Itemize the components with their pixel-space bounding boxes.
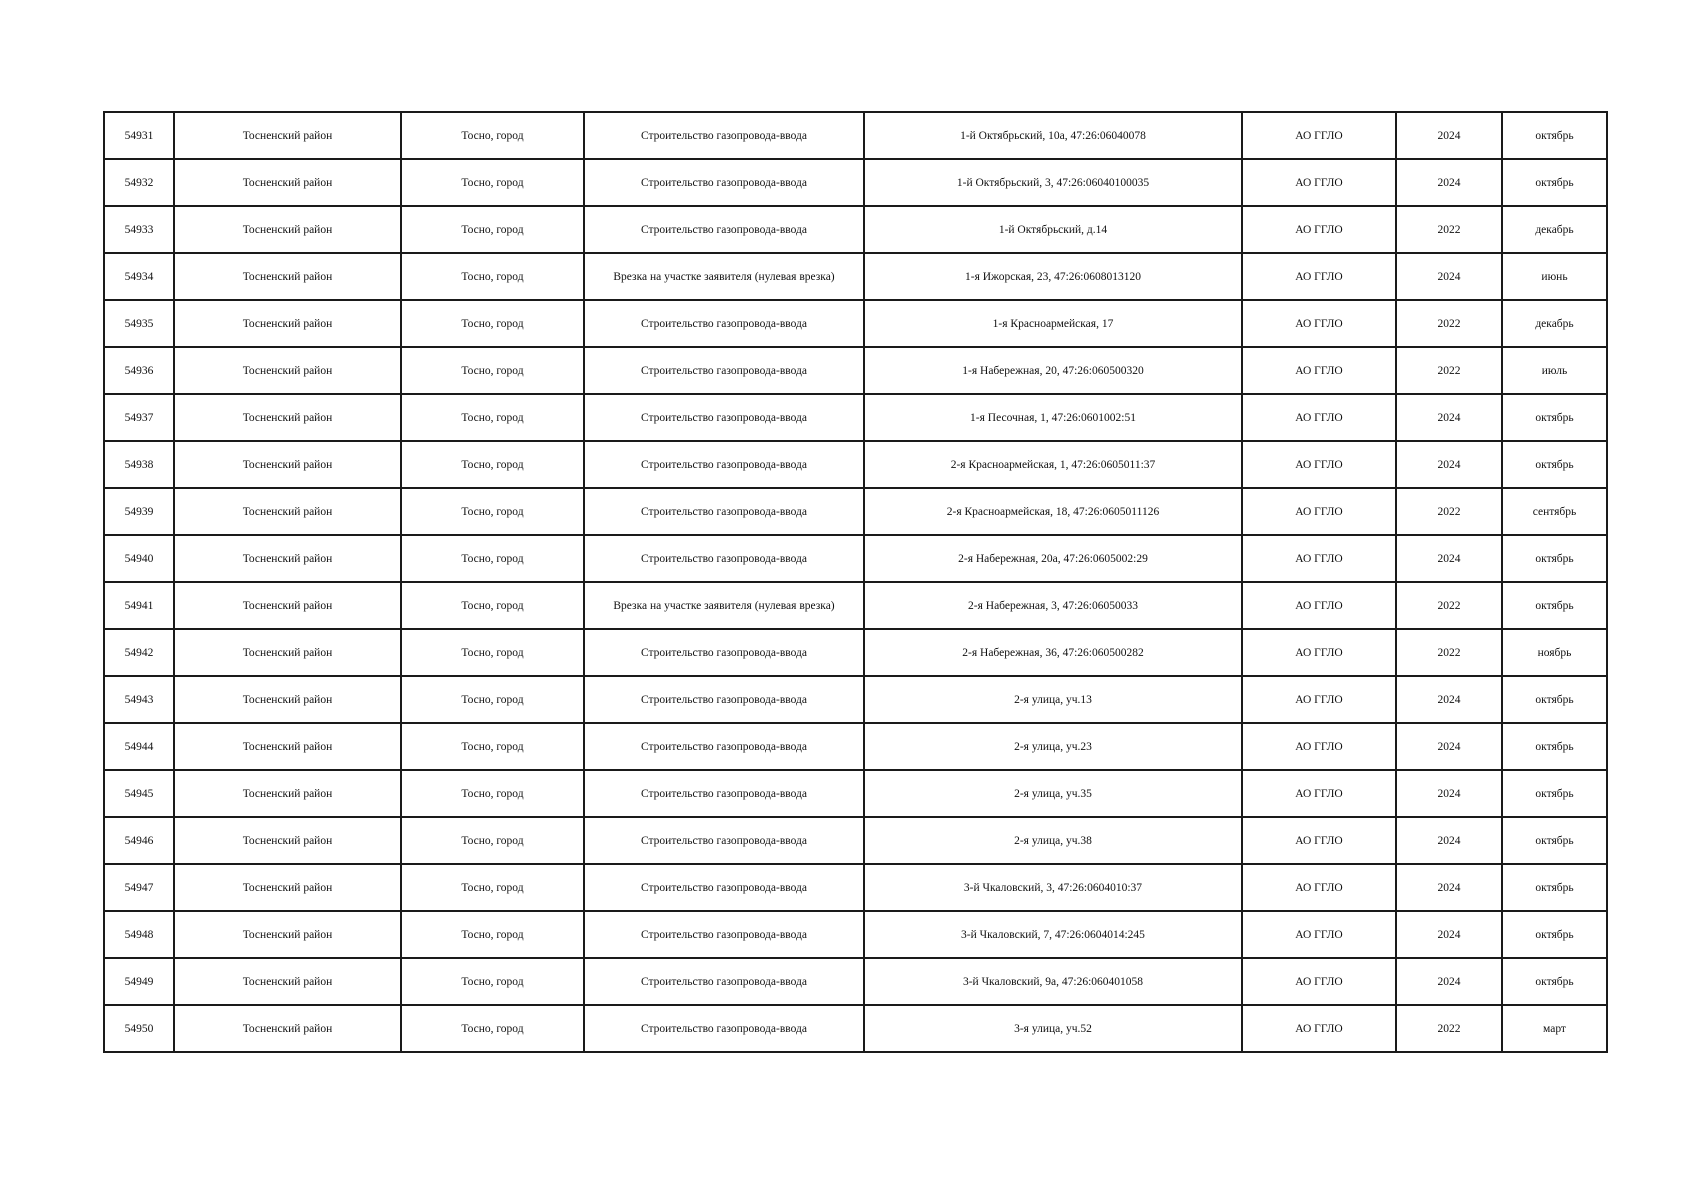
cell-address: 2-я Красноармейская, 1, 47:26:0605011:37 (864, 441, 1242, 488)
cell-id: 54933 (104, 206, 174, 253)
cell-district: Тосненский район (174, 770, 401, 817)
table-row (104, 629, 1607, 676)
cell-year: 2024 (1396, 770, 1502, 817)
cell-organization: АО ГГЛО (1242, 441, 1396, 488)
cell-work-type: Строительство газопровода-ввода (584, 676, 864, 723)
cell-work-type: Строительство газопровода-ввода (584, 347, 864, 394)
cell-city: Тосно, город (401, 629, 584, 676)
cell-year: 2022 (1396, 300, 1502, 347)
cell-work-type: Строительство газопровода-ввода (584, 817, 864, 864)
cell-year: 2022 (1396, 206, 1502, 253)
cell-district: Тосненский район (174, 535, 401, 582)
table-row (104, 441, 1607, 488)
cell-year: 2024 (1396, 958, 1502, 1005)
cell-district: Тосненский район (174, 394, 401, 441)
cell-month: декабрь (1502, 300, 1607, 347)
cell-organization: АО ГГЛО (1242, 911, 1396, 958)
cell-district: Тосненский район (174, 206, 401, 253)
table-row (104, 1005, 1607, 1052)
cell-id: 54939 (104, 488, 174, 535)
table-row (104, 864, 1607, 911)
cell-year: 2022 (1396, 582, 1502, 629)
cell-work-type: Строительство газопровода-ввода (584, 112, 864, 159)
cell-city: Тосно, город (401, 488, 584, 535)
cell-organization: АО ГГЛО (1242, 629, 1396, 676)
cell-city: Тосно, город (401, 723, 584, 770)
cell-year: 2024 (1396, 441, 1502, 488)
cell-organization: АО ГГЛО (1242, 770, 1396, 817)
cell-district: Тосненский район (174, 300, 401, 347)
cell-city: Тосно, город (401, 864, 584, 911)
cell-address: 2-я улица, уч.35 (864, 770, 1242, 817)
cell-id: 54936 (104, 347, 174, 394)
cell-organization: АО ГГЛО (1242, 300, 1396, 347)
cell-work-type: Строительство газопровода-ввода (584, 864, 864, 911)
cell-organization: АО ГГЛО (1242, 159, 1396, 206)
cell-organization: АО ГГЛО (1242, 253, 1396, 300)
cell-address: 1-й Октябрьский, 10а, 47:26:06040078 (864, 112, 1242, 159)
cell-month: июнь (1502, 253, 1607, 300)
cell-organization: АО ГГЛО (1242, 112, 1396, 159)
cell-address: 2-я улица, уч.38 (864, 817, 1242, 864)
cell-address: 2-я Набережная, 3, 47:26:06050033 (864, 582, 1242, 629)
table-body (104, 112, 1607, 1052)
cell-address: 1-я Набережная, 20, 47:26:060500320 (864, 347, 1242, 394)
cell-district: Тосненский район (174, 864, 401, 911)
cell-id: 54935 (104, 300, 174, 347)
cell-id: 54947 (104, 864, 174, 911)
cell-month: октябрь (1502, 394, 1607, 441)
cell-address: 1-я Песочная, 1, 47:26:0601002:51 (864, 394, 1242, 441)
cell-id: 54931 (104, 112, 174, 159)
cell-work-type: Строительство газопровода-ввода (584, 300, 864, 347)
cell-address: 3-я улица, уч.52 (864, 1005, 1242, 1052)
cell-district: Тосненский район (174, 1005, 401, 1052)
cell-work-type: Строительство газопровода-ввода (584, 911, 864, 958)
cell-year: 2024 (1396, 723, 1502, 770)
cell-month: октябрь (1502, 535, 1607, 582)
cell-city: Тосно, город (401, 770, 584, 817)
cell-month: ноябрь (1502, 629, 1607, 676)
cell-work-type: Строительство газопровода-ввода (584, 958, 864, 1005)
cell-work-type: Строительство газопровода-ввода (584, 723, 864, 770)
cell-address: 1-я Красноармейская, 17 (864, 300, 1242, 347)
cell-month: октябрь (1502, 864, 1607, 911)
cell-city: Тосно, город (401, 394, 584, 441)
cell-id: 54950 (104, 1005, 174, 1052)
cell-work-type: Строительство газопровода-ввода (584, 488, 864, 535)
cell-month: октябрь (1502, 676, 1607, 723)
cell-organization: АО ГГЛО (1242, 394, 1396, 441)
cell-address: 2-я Красноармейская, 18, 47:26:0605011126 (864, 488, 1242, 535)
cell-id: 54932 (104, 159, 174, 206)
cell-city: Тосно, город (401, 676, 584, 723)
cell-month: октябрь (1502, 770, 1607, 817)
cell-organization: АО ГГЛО (1242, 817, 1396, 864)
cell-address: 2-я улица, уч.13 (864, 676, 1242, 723)
cell-id: 54937 (104, 394, 174, 441)
table-row (104, 676, 1607, 723)
cell-city: Тосно, город (401, 958, 584, 1005)
cell-work-type: Врезка на участке заявителя (нулевая врезка) (584, 582, 864, 629)
cell-organization: АО ГГЛО (1242, 347, 1396, 394)
cell-month: сентябрь (1502, 488, 1607, 535)
cell-id: 54940 (104, 535, 174, 582)
cell-year: 2024 (1396, 112, 1502, 159)
cell-year: 2024 (1396, 817, 1502, 864)
cell-organization: АО ГГЛО (1242, 676, 1396, 723)
cell-city: Тосно, город (401, 206, 584, 253)
table-row (104, 253, 1607, 300)
cell-year: 2022 (1396, 629, 1502, 676)
cell-id: 54938 (104, 441, 174, 488)
cell-district: Тосненский район (174, 676, 401, 723)
cell-address: 2-я Набережная, 36, 47:26:060500282 (864, 629, 1242, 676)
table-row (104, 958, 1607, 1005)
cell-city: Тосно, город (401, 159, 584, 206)
cell-district: Тосненский район (174, 629, 401, 676)
cell-city: Тосно, город (401, 112, 584, 159)
cell-work-type: Строительство газопровода-ввода (584, 535, 864, 582)
cell-year: 2024 (1396, 253, 1502, 300)
cell-work-type: Строительство газопровода-ввода (584, 770, 864, 817)
table-row (104, 112, 1607, 159)
table-row (104, 488, 1607, 535)
cell-city: Тосно, город (401, 535, 584, 582)
cell-city: Тосно, город (401, 1005, 584, 1052)
cell-year: 2022 (1396, 1005, 1502, 1052)
cell-address: 2-я Набережная, 20а, 47:26:0605002:29 (864, 535, 1242, 582)
cell-year: 2024 (1396, 535, 1502, 582)
cell-id: 54934 (104, 253, 174, 300)
cell-month: октябрь (1502, 911, 1607, 958)
table-row (104, 817, 1607, 864)
cell-id: 54941 (104, 582, 174, 629)
cell-district: Тосненский район (174, 112, 401, 159)
table-row (104, 535, 1607, 582)
cell-city: Тосно, город (401, 347, 584, 394)
cell-organization: АО ГГЛО (1242, 864, 1396, 911)
gasification-registry-table (103, 111, 1608, 1053)
cell-organization: АО ГГЛО (1242, 723, 1396, 770)
cell-district: Тосненский район (174, 911, 401, 958)
cell-month: октябрь (1502, 441, 1607, 488)
cell-organization: АО ГГЛО (1242, 1005, 1396, 1052)
cell-address: 1-й Октябрьский, д.14 (864, 206, 1242, 253)
cell-address: 1-я Ижорская, 23, 47:26:0608013120 (864, 253, 1242, 300)
cell-work-type: Строительство газопровода-ввода (584, 206, 864, 253)
table-row (104, 723, 1607, 770)
cell-district: Тосненский район (174, 441, 401, 488)
cell-organization: АО ГГЛО (1242, 206, 1396, 253)
cell-work-type: Строительство газопровода-ввода (584, 394, 864, 441)
table-row (104, 300, 1607, 347)
cell-organization: АО ГГЛО (1242, 958, 1396, 1005)
cell-month: декабрь (1502, 206, 1607, 253)
cell-month: октябрь (1502, 723, 1607, 770)
cell-address: 3-й Чкаловский, 7, 47:26:0604014:245 (864, 911, 1242, 958)
cell-month: октябрь (1502, 112, 1607, 159)
cell-month: октябрь (1502, 582, 1607, 629)
table-row (104, 911, 1607, 958)
cell-month: октябрь (1502, 817, 1607, 864)
table-row (104, 347, 1607, 394)
cell-id: 54944 (104, 723, 174, 770)
cell-district: Тосненский район (174, 347, 401, 394)
cell-district: Тосненский район (174, 958, 401, 1005)
cell-district: Тосненский район (174, 723, 401, 770)
cell-month: июль (1502, 347, 1607, 394)
cell-address: 2-я улица, уч.23 (864, 723, 1242, 770)
cell-city: Тосно, город (401, 582, 584, 629)
cell-district: Тосненский район (174, 159, 401, 206)
cell-city: Тосно, город (401, 300, 584, 347)
cell-address: 1-й Октябрьский, 3, 47:26:06040100035 (864, 159, 1242, 206)
cell-year: 2024 (1396, 911, 1502, 958)
cell-id: 54946 (104, 817, 174, 864)
cell-year: 2024 (1396, 676, 1502, 723)
table-row (104, 770, 1607, 817)
cell-month: октябрь (1502, 159, 1607, 206)
cell-address: 3-й Чкаловский, 3, 47:26:0604010:37 (864, 864, 1242, 911)
cell-district: Тосненский район (174, 253, 401, 300)
cell-work-type: Строительство газопровода-ввода (584, 441, 864, 488)
cell-address: 3-й Чкаловский, 9а, 47:26:060401058 (864, 958, 1242, 1005)
cell-work-type: Строительство газопровода-ввода (584, 629, 864, 676)
table-row (104, 206, 1607, 253)
cell-work-type: Строительство газопровода-ввода (584, 159, 864, 206)
table-row (104, 159, 1607, 206)
cell-year: 2024 (1396, 159, 1502, 206)
cell-district: Тосненский район (174, 582, 401, 629)
cell-organization: АО ГГЛО (1242, 582, 1396, 629)
cell-month: октябрь (1502, 958, 1607, 1005)
cell-year: 2024 (1396, 864, 1502, 911)
cell-id: 54948 (104, 911, 174, 958)
cell-city: Тосно, город (401, 441, 584, 488)
cell-city: Тосно, город (401, 911, 584, 958)
cell-year: 2024 (1396, 394, 1502, 441)
cell-organization: АО ГГЛО (1242, 535, 1396, 582)
cell-district: Тосненский район (174, 488, 401, 535)
cell-id: 54945 (104, 770, 174, 817)
cell-id: 54942 (104, 629, 174, 676)
cell-month: март (1502, 1005, 1607, 1052)
cell-organization: АО ГГЛО (1242, 488, 1396, 535)
cell-year: 2022 (1396, 347, 1502, 394)
cell-city: Тосно, город (401, 817, 584, 864)
cell-city: Тосно, город (401, 253, 584, 300)
table-row (104, 394, 1607, 441)
cell-year: 2022 (1396, 488, 1502, 535)
cell-id: 54949 (104, 958, 174, 1005)
cell-work-type: Врезка на участке заявителя (нулевая врезка) (584, 253, 864, 300)
cell-id: 54943 (104, 676, 174, 723)
table-row (104, 582, 1607, 629)
cell-work-type: Строительство газопровода-ввода (584, 1005, 864, 1052)
cell-district: Тосненский район (174, 817, 401, 864)
